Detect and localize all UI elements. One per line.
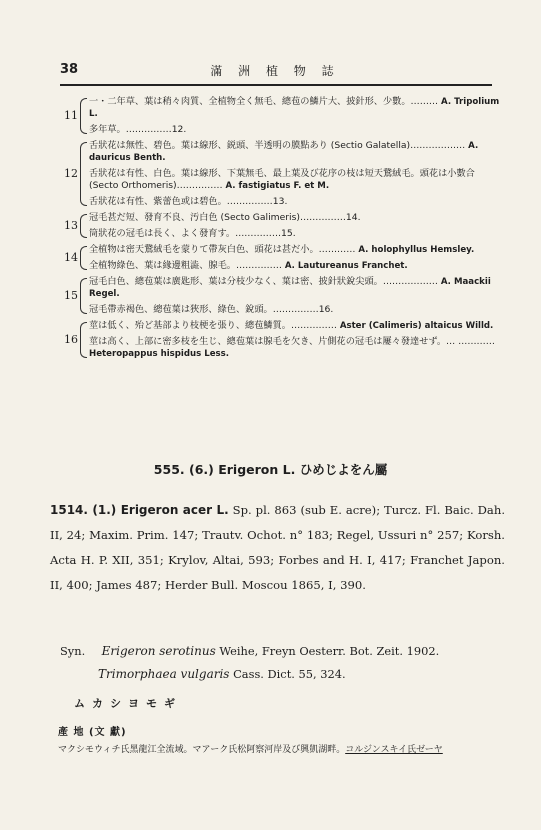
- synonym-name: Trimorphaea vulgaris: [98, 667, 230, 681]
- lead-text: 冠毛甚だ短、發育不良、汚白色 (Secto Galimeris)……………: [89, 212, 346, 223]
- key-lead: [89, 304, 502, 316]
- key-lead: [89, 168, 502, 192]
- key-lead: [89, 276, 502, 300]
- lead-text: 全植物綠色、葉は緣邊粗澁、腺毛。……………: [89, 260, 285, 271]
- lead-taxon: A. fastigiatus F. et M.: [225, 181, 330, 191]
- lead-text: 冠毛帶赤褐色、總苞葉は狹形、綠色、銳頭。……………: [89, 304, 319, 315]
- key-brace: [80, 322, 87, 358]
- species-heading: 1514. (1.) Erigeron acer L.: [50, 503, 229, 517]
- key-lead: [89, 212, 502, 224]
- couplet-number: 13: [64, 219, 78, 232]
- synonyms: [60, 640, 500, 686]
- key-couplet: [62, 96, 502, 136]
- lead-text: 舌狀花は無性、碧色。葉は線形、鋭頭、半透明の膜點あり (Sectio Galatella)………………: [89, 140, 469, 151]
- synonym-line: [60, 640, 500, 663]
- habitat-text: [58, 742, 506, 755]
- key-lead: [89, 260, 502, 272]
- couplet-number: 14: [64, 251, 78, 264]
- couplet-number: 16: [64, 333, 78, 346]
- lead-taxon: A. dauricus Benth.: [89, 141, 479, 163]
- running-title: 滿 洲 植 物 誌: [210, 64, 340, 78]
- species-entry: [50, 498, 505, 598]
- key-couplet: [62, 320, 502, 360]
- synonym-line: [60, 663, 500, 686]
- lead-taxon: A. Lautureanus Franchet.: [284, 261, 408, 271]
- lead-taxon: A. Tripolium L.: [89, 97, 500, 119]
- identification-key: [62, 96, 502, 360]
- lead-taxon: A. holophyllus Hemsley.: [358, 245, 475, 255]
- running-header: [50, 62, 490, 84]
- lead-text: 莖は低く、殆ど基部より枝梗を張り、總苞鱗質。……………: [89, 320, 340, 331]
- synonym-name: Erigeron serotinus: [101, 644, 216, 658]
- header-rule: [60, 84, 492, 86]
- habitat-label: 產 地 (文 獻): [58, 727, 127, 738]
- key-lead: [89, 124, 502, 136]
- lead-text: 莖は高く、上部に密多枝を生じ、總苞葉は腺毛を欠き、片側花の冠毛は屢々發達せず。… …………: [89, 336, 495, 347]
- lead-target: 15.: [281, 228, 296, 239]
- key-couplet: [62, 276, 502, 316]
- key-brace: [80, 214, 87, 238]
- couplet-number: 11: [64, 109, 78, 122]
- japanese-name: ムカシヨモギ: [74, 697, 182, 710]
- key-lead: [89, 196, 502, 208]
- couplet-number: 15: [64, 289, 78, 302]
- page-number: 38: [60, 62, 79, 77]
- lead-target: 13.: [272, 196, 288, 207]
- key-lead: [89, 320, 502, 332]
- lead-target: 12.: [171, 124, 187, 135]
- key-couplet: [62, 244, 502, 272]
- lead-text: 多年草。……………: [89, 124, 172, 135]
- lead-taxon: Heteropappus hispidus Less.: [89, 349, 230, 359]
- key-lead: [89, 96, 502, 120]
- lead-text: 冠毛白色、總苞葉は廣匙形、葉は分枝少なく、葉は密、披針狀銳尖頭。………………: [89, 276, 441, 287]
- couplet-number: 12: [64, 167, 78, 180]
- lead-target: 16.: [318, 304, 334, 315]
- key-brace: [80, 278, 87, 314]
- synonym-authority: Cass. Dict. 55, 324.: [233, 667, 346, 681]
- key-brace: [80, 246, 87, 270]
- key-lead: [89, 244, 502, 256]
- key-lead: [89, 140, 502, 164]
- lead-text: 筒狀花の冠毛は長く、よく發育す。……………: [89, 228, 282, 239]
- lead-text: 舌狀花は有性、紫蕾色或は碧色。……………: [89, 196, 273, 207]
- habitat-underlined-locality: コルジンスキイ氏ゼーヤ: [345, 745, 443, 755]
- synonym-authority: Weihe, Freyn Oesterr. Bot. Zeit. 1902.: [219, 644, 440, 658]
- lead-text: 舌狀花は有性、白色。葉は線形、下葉無毛、最上葉及び花序の枝は短天鵞絨毛。頭花は小數合 (Secto Orthomeris)……………: [89, 168, 475, 191]
- key-couplet: [62, 140, 502, 208]
- key-brace: [80, 142, 87, 206]
- key-couplet: [62, 212, 502, 240]
- key-lead: [89, 228, 502, 240]
- habitat-localities: マクシモウィチ氏黑龍江全流域。マアーク氏松阿察河岸及び興凱湖畔。: [58, 745, 346, 755]
- lead-text: 一・二年草、葉は稍々肉質、全植物全く無毛、總苞の鱗片大、披針形、少數。………: [89, 96, 442, 107]
- synonym-label: Syn.: [60, 644, 86, 658]
- lead-taxon: A. Maackii Regel.: [89, 277, 491, 299]
- key-lead: [89, 336, 502, 360]
- key-brace: [80, 98, 87, 134]
- species-citation: Sp. pl. 863 (sub E. acre); Turcz. Fl. Baic. Dah. II, 24; Maxim. Prim. 147; Trautv. Ochot. n° 183; Regel, Ussuri n° 257; Korsh. Acta H. P. XII, 351; Krylov, Altai, 593; Forbes and H. I, 417; Franchet Japon. II, 400; James 487; Herder Bull. Moscou 1865, I, 390.: [50, 503, 505, 592]
- lead-target: 14.: [345, 212, 361, 223]
- lead-text: 全植物は密天鵞絨毛を蒙りて帶灰白色、頭花は甚だ小。…………: [89, 244, 359, 255]
- lead-taxon: Aster (Calimeris) altaicus Willd.: [339, 321, 494, 331]
- genus-heading: 555. (6.) Erigeron L. ひめじよをん屬: [153, 462, 388, 477]
